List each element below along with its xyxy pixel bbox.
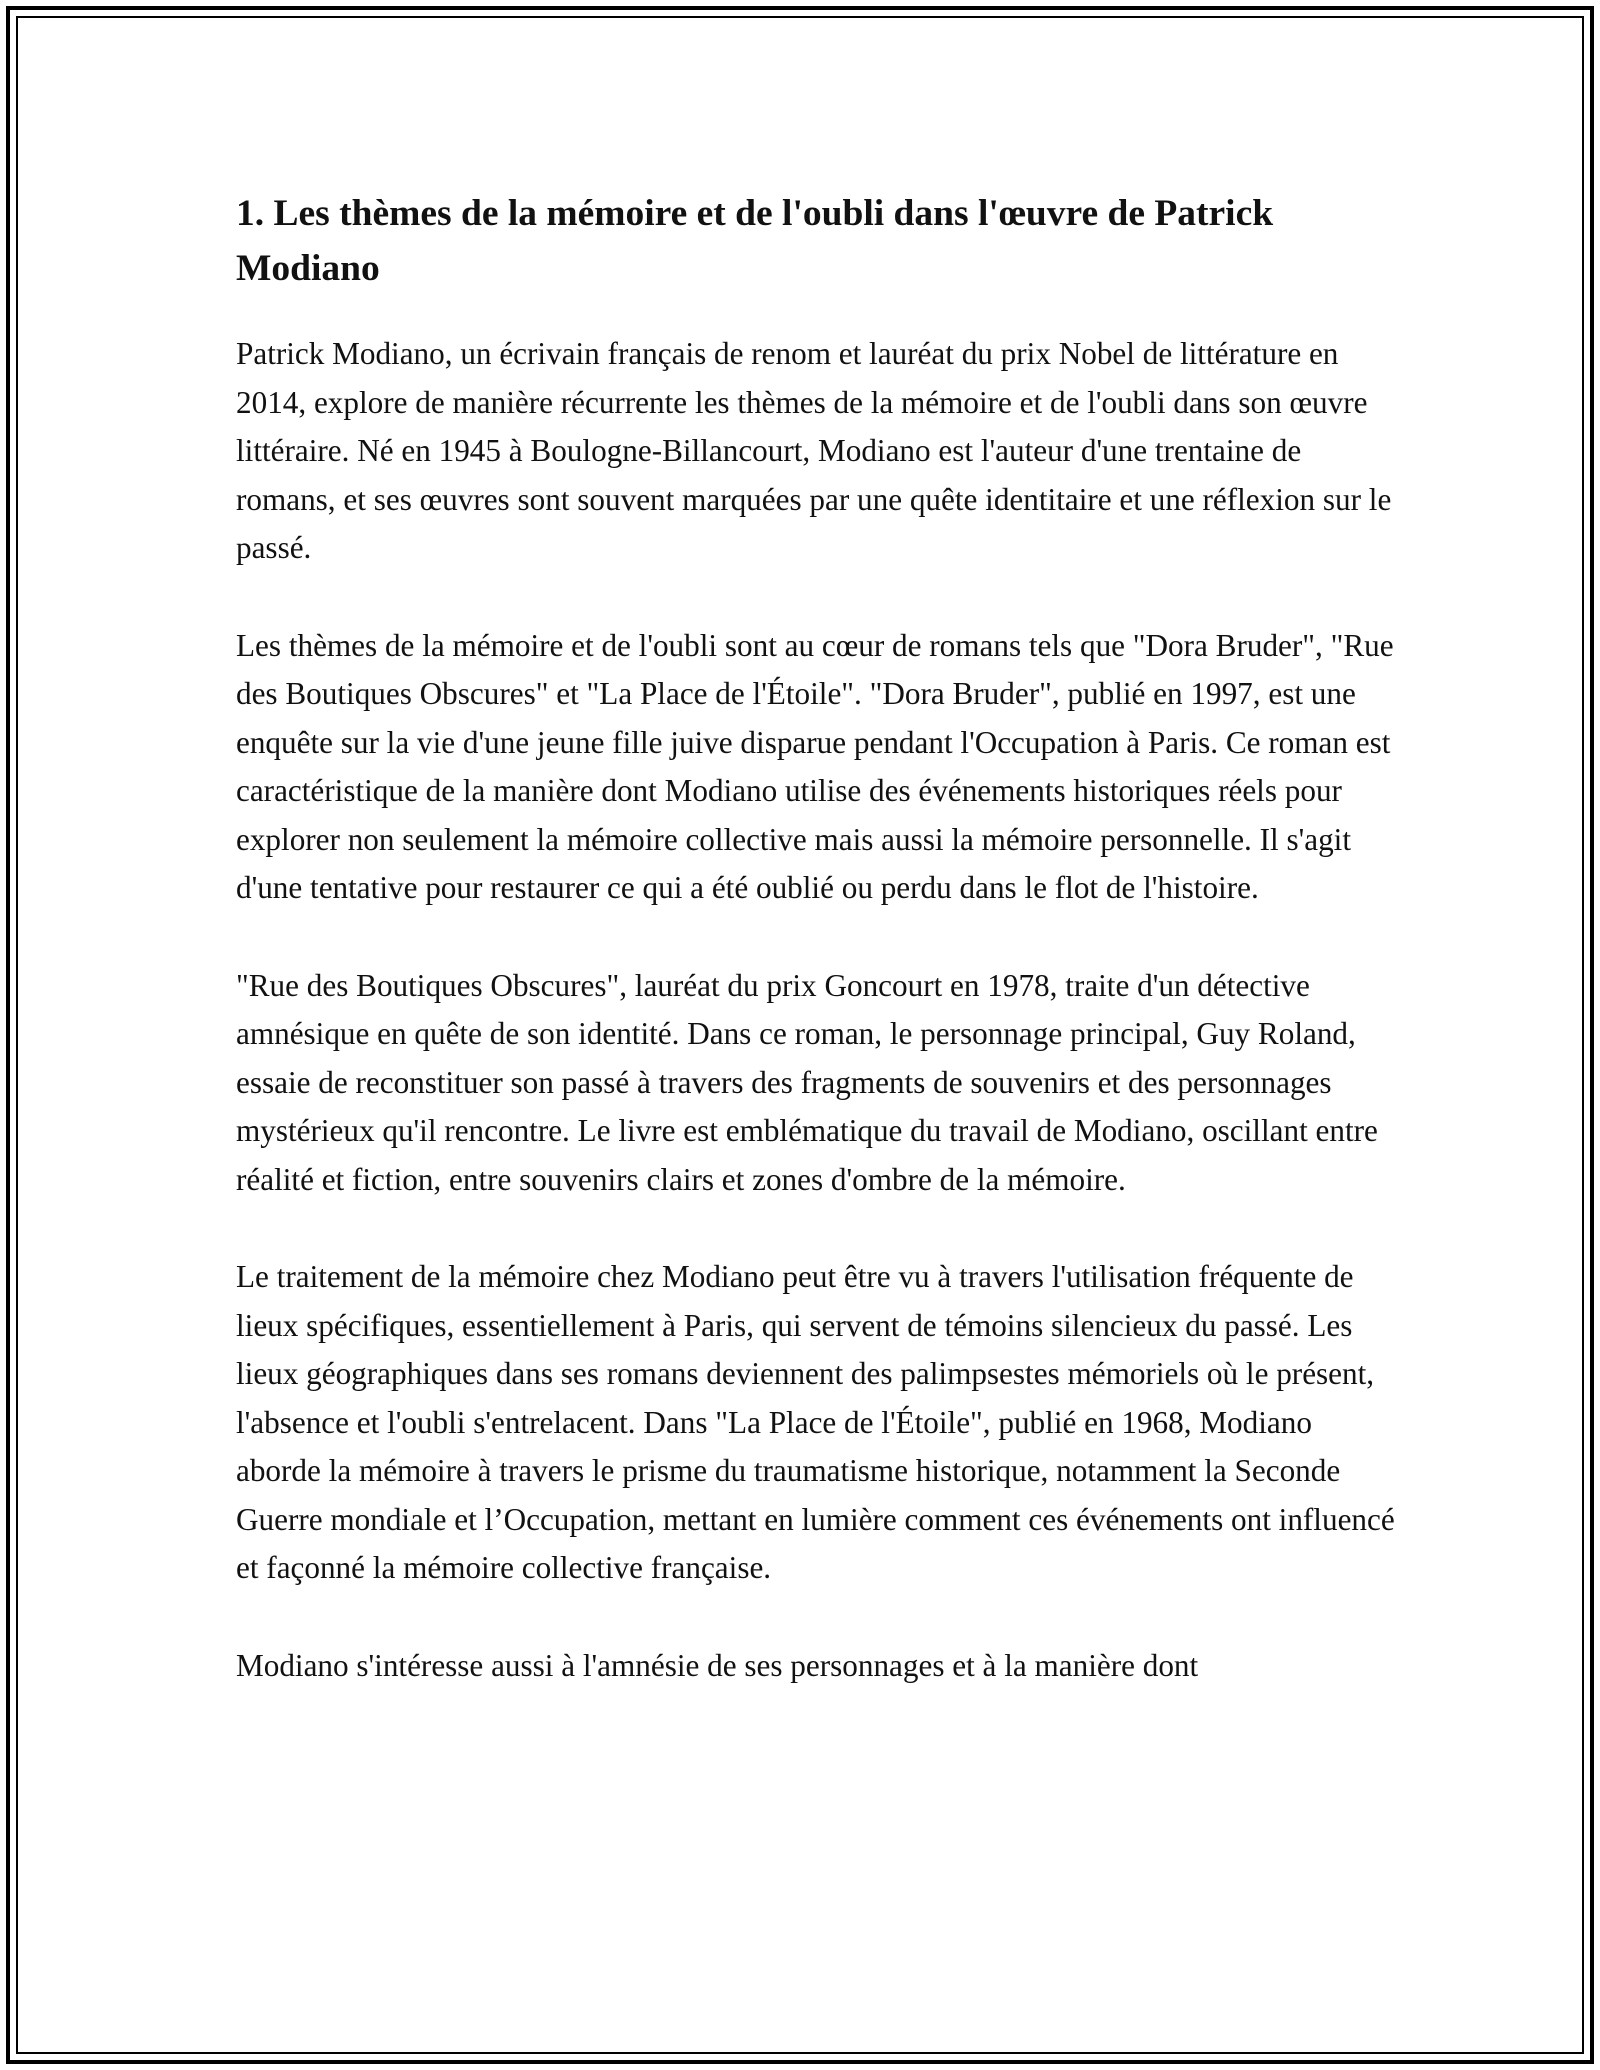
paragraph-dora-bruder: Les thèmes de la mémoire et de l'oubli sont au cœur de romans tels que "Dora Bruder", "Rue des Boutiques Obscures" et "La Place de l'Étoile". "Dora Bruder", publié en 1997, est une enquête sur la vie d'une jeune fille juive disparue pendant l'Occupation à Paris. Ce roman est caractéristique de la manière dont Modiano utilise des événements historiques réels pour explorer non seulement la mémoire collective mais aussi la mémoire personnelle. Il s'agit d'une tentative pour restaurer ce qui a été oublié ou perdu dans le flot de l'histoire.	[236, 627, 1394, 905]
paragraph-intro: Patrick Modiano, un écrivain français de renom et lauréat du prix Nobel de littérature en 2014, explore de manière récurrente les thèmes de la mémoire et de l'oubli dans son œuvre littéraire. Né en 1945 à Boulogne-Billancourt, Modiano est l'auteur d'une trentaine de romans, et ses œuvres sont souvent marquées par une quête identitaire et une réflexion sur le passé.	[236, 336, 1392, 565]
document-title: 1. Les thèmes de la mémoire et de l'oubli dans l'œuvre de Patrick Modiano	[236, 193, 1274, 289]
paragraph-lieux-memoire: Le traitement de la mémoire chez Modiano peut être vu à travers l'utilisation fréquente de lieux spécifiques, essentiellement à Paris, qui servent de témoins silencieux du passé. Les lieux géographiques dans ses romans deviennent des palimpsestes mémoriels où le présent, l'absence et l'oubli s'entrelacent. Dans "La Place de l'Étoile", publié en 1968, Modiano aborde la mémoire à travers le prisme du traumatisme historique, notamment la Seconde Guerre mondiale et l’Occupation, mettant en lumière comment ces événements ont influencé et façonné la mémoire collective française.	[236, 1259, 1395, 1585]
paragraph-amnesie: Modiano s'intéresse aussi à l'amnésie de ses personnages et à la manière dont	[236, 1647, 1199, 1683]
document-body	[236, 186, 1396, 1739]
paragraph-rue-des-boutiques: "Rue des Boutiques Obscures", lauréat du prix Goncourt en 1978, traite d'un détective amnésique en quête de son identité. Dans ce roman, le personnage principal, Guy Roland, essaie de reconstituer son passé à travers des fragments de souvenirs et des personnages mystérieux qu'il rencontre. Le livre est emblématique du travail de Modiano, oscillant entre réalité et fiction, entre souvenirs clairs et zones d'ombre de la mémoire.	[236, 967, 1378, 1197]
